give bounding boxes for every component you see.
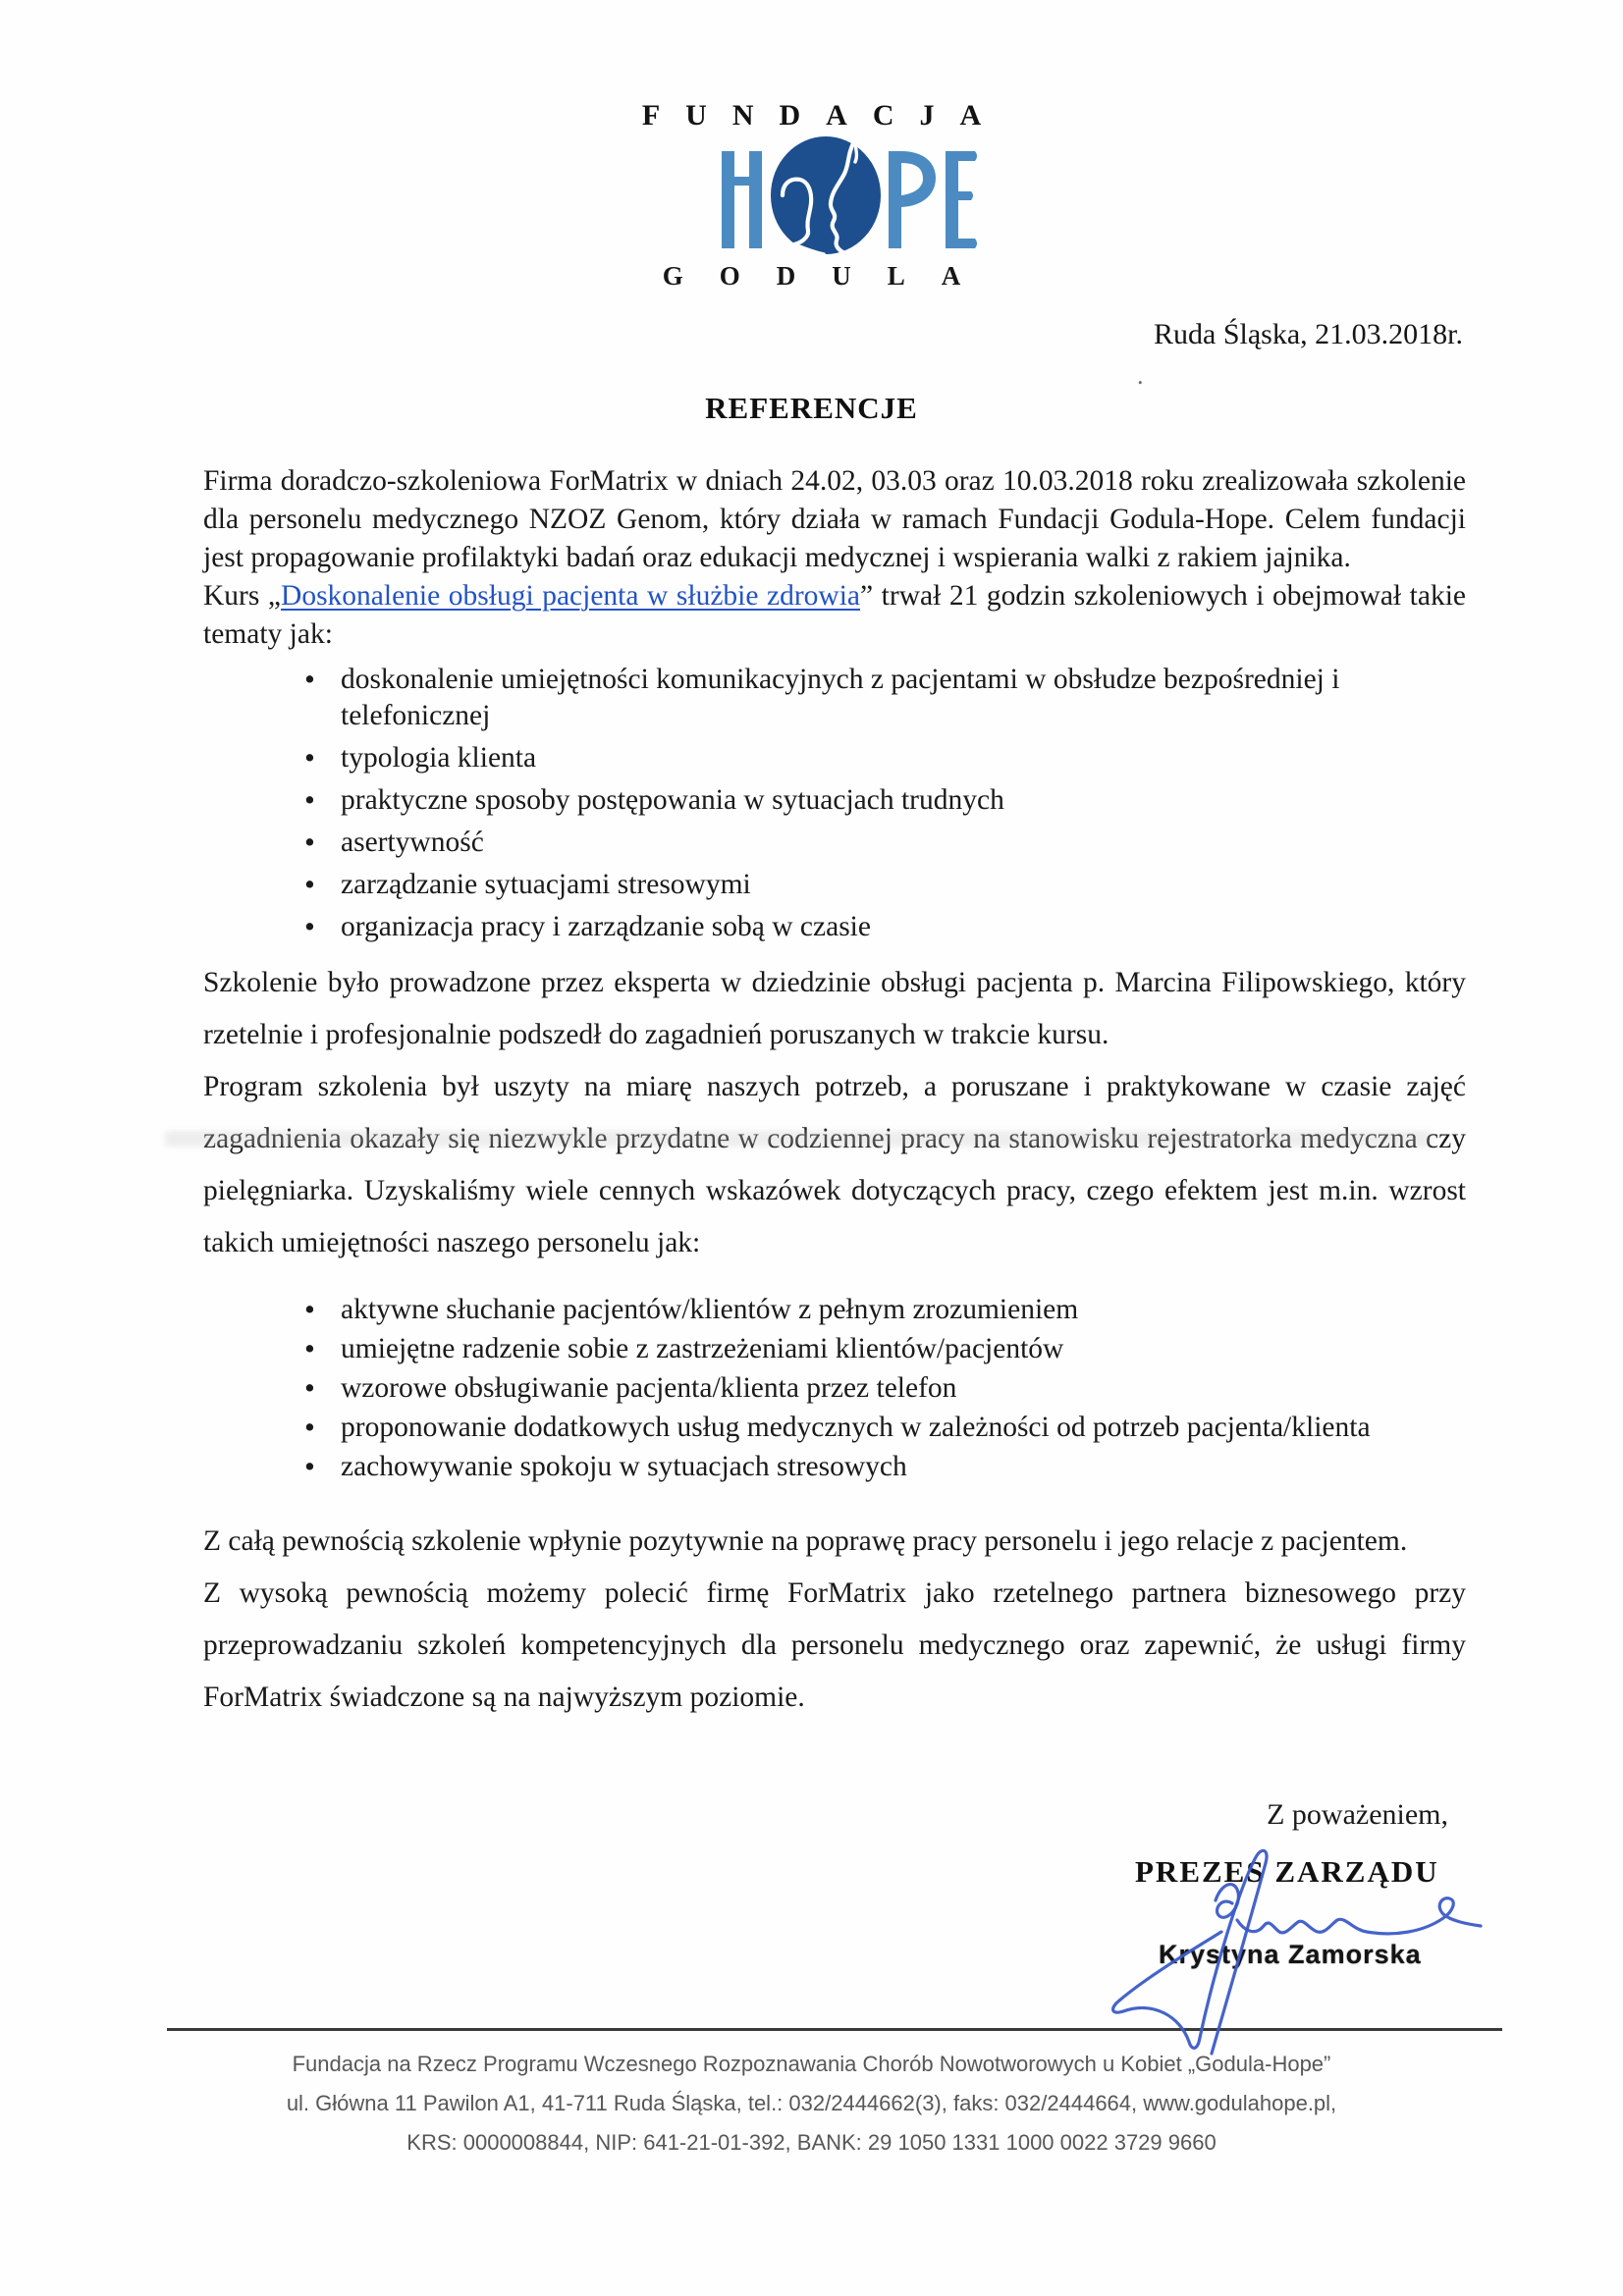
logo-letter-p <box>889 151 936 248</box>
scan-artifact-band <box>165 1131 1432 1147</box>
logo-fundacja-text: FUNDACJA <box>641 99 1007 132</box>
paragraph-certainty: Z całą pewnością szkolenie wpłynie pozytywnie na poprawę pracy personelu i jego relacje z pacjentem. <box>203 1525 1408 1557</box>
signer-role: PREZES ZARZĄDU <box>1135 1854 1439 1889</box>
paragraph-trainer: Szkolenie było prowadzone przez eksperta w dziedzinie obsługi pacjenta p. Marcina Filipowskiego, który rzetelnie i profesjonalnie podszedł do zagadnień poruszanych w trakcie kursu. <box>203 967 1466 1050</box>
salutation: Z poważeniem, <box>1267 1798 1448 1831</box>
hope-logo <box>700 134 995 258</box>
paragraph-recommendation: Z wysoką pewnością możemy polecić firmę ForMatrix jako rzetelnego partnera biznesowego przy przeprowadzaniu szkoleń kompetencyjnych dla personelu medycznego oraz zapewnić, że usługi firmy ForMatrix świadczone są na najwyższym poziomie. <box>203 1577 1466 1713</box>
list-item: • umiejętne radzenie sobie z zastrzeżeniami klientów/pacjentów <box>341 1330 1466 1368</box>
list-item: • aktywne słuchanie pacjentów/klientów z pełnym zrozumieniem <box>341 1291 1466 1329</box>
paragraph-program: Program szkolenia był uszyty na miarę naszych potrzeb, a poruszane i praktykowane w czasie zajęć zagadnienia okazały się niezwykle przydatne w codziennej pracy na stanowisku rejestratorka medyczna czy pielęgniarka. Uzyskaliśmy wiele cennych wskazówek dotyczących pracy, czego efektem jest m.in. wzrost takich umiejętności naszego personelu jak: <box>203 1071 1466 1258</box>
logo-letter-h <box>722 151 762 248</box>
paragraph-course <box>203 577 1466 654</box>
logo-crack-icon <box>855 139 857 162</box>
handwritten-signature <box>1078 1842 1502 2132</box>
list-item: • doskonalenie umiejętności komunikacyjnych z pacjentami w obsłudze bezpośredniej i telefonicznej <box>341 662 1362 734</box>
logo-godula-text: GODULA <box>662 261 998 291</box>
course-suffix: ” trwał 21 godzin szkoleniowych i obejmował takie tematy jak: <box>203 580 1466 650</box>
skills-list <box>203 1291 1466 1486</box>
date-place-line: Ruda Śląska, 21.03.2018r. <box>1154 318 1463 350</box>
list-item: • typologia klienta <box>341 740 1362 776</box>
logo-circle-faces-icon <box>771 136 881 254</box>
paragraph-intro: Firma doradczo-szkoleniowa ForMatrix w dniach 24.02, 03.03 oraz 10.03.2018 roku zrealizowała szkolenie dla personelu medycznego NZOZ Genom, który działa w ramach Fundacji Godula-Hope. Celem fundacji jest propagowanie profilaktyki badań oraz edukacji medycznej i wspierania walki z rakiem jajnika. <box>203 465 1466 573</box>
course-title-link: Doskonalenie obsługi pacjenta w służbie zdrowia <box>281 580 861 612</box>
topics-list <box>203 662 1466 945</box>
course-prefix: Kurs „ <box>203 580 282 612</box>
list-item: • zarządzanie sytuacjami stresowymi <box>341 867 1362 903</box>
list-item: • proponowanie dodatkowych usług medycznych w zależności od potrzeb pacjenta/klienta <box>341 1409 1466 1447</box>
list-item: • wzorowe obsługiwanie pacjenta/klienta przez telefon <box>341 1369 1466 1408</box>
footer-address-line: ul. Główna 11 Pawilon A1, 41-711 Ruda Śląska, tel.: 032/2444662(3), faks: 032/2444664, www.godulahope.pl, <box>286 2091 1337 2115</box>
list-item: • asertywność <box>341 825 1362 861</box>
letter-title: REFERENCJE <box>705 391 918 425</box>
footer-foundation-name: Fundacja na Rzecz Programu Wczesnego Rozpoznawania Chorób Nowotworowych u Kobiet „Godula-Hope” <box>292 2052 1331 2076</box>
list-item: • organizacja pracy i zarządzanie sobą w czasie <box>341 909 1362 945</box>
list-item: • zachowywanie spokoju w sytuacjach stresowych <box>341 1448 1466 1486</box>
footer-registry-line: KRS: 0000008844, NIP: 641-21-01-392, BANK: 29 1050 1331 1000 0022 3729 9660 <box>406 2130 1217 2155</box>
logo-letter-e <box>946 151 977 248</box>
signer-name-stamp: Krystyna Zamorska <box>1159 1940 1422 1969</box>
letter-body <box>203 462 1466 1724</box>
list-item: • praktyczne sposoby postępowania w sytuacjach trudnych <box>341 782 1362 819</box>
scan-stray-dot: . <box>1137 361 1144 390</box>
